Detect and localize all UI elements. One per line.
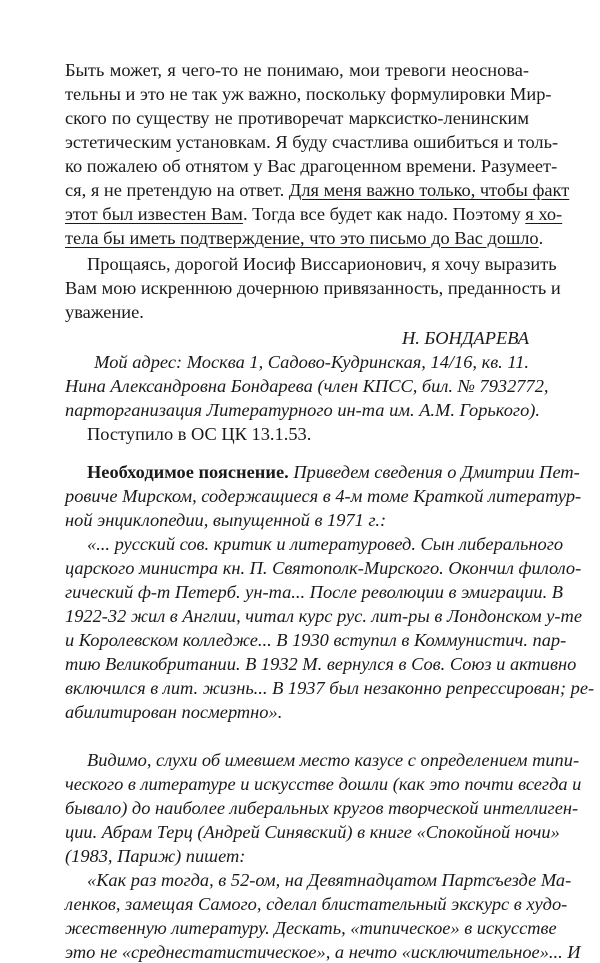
quote-line: это не «среднестатистическое», а нечто «исключительное»... И — [65, 942, 581, 962]
text-line: эстетическим установкам. Я буду счастлива ошибиться и толь- — [65, 132, 559, 152]
text-line: Быть может, я чего-то не понимаю, мои тревоги неоснова- — [65, 60, 529, 80]
quote-line: царского министра кн. П. Святополк-Мирского. Окончил филоло- — [65, 558, 582, 578]
quote-line: «Как раз тогда, в 52-ом, на Девятнадцатом Партсъезде Ма- — [87, 870, 572, 890]
section-heading: Необходимое пояснение. — [87, 462, 289, 482]
text-span: ся, я не претендую на ответ. — [65, 180, 285, 200]
text-line: Прощаясь, дорогой Иосиф Виссарионович, я хочу выразить — [87, 254, 557, 274]
quote-line: жественную литературу. Дескать, «типическое» в искусстве — [65, 918, 557, 938]
text-line: тельны и это не так уж важно, поскольку формулировки Мир- — [65, 84, 552, 104]
text-line: Видимо, слухи об имевшем место казусе с определением типи- — [87, 750, 580, 770]
quote-line: 1922-32 жил в Англии, читал курс рус. лит-ры в Лондонском у-те — [65, 606, 582, 626]
address-line: Мой адрес: Москва 1, Садово-Кудринская, 14/16, кв. 11. — [94, 352, 529, 372]
underlined-text: Для меня важно только, чтобы факт — [288, 180, 570, 200]
address-line: парторганизация Литературного ин-та им. А.М. Горького). — [65, 400, 540, 420]
text-line: ко пожалею об отнятом у Вас драгоценном времени. Разумеет- — [65, 156, 558, 176]
underlined-text: тела бы иметь подтверждение, что это письмо до Вас дошло — [65, 228, 539, 248]
signature: Н. БОНДАРЕВА — [401, 328, 529, 348]
text-line: ции. Абрам Терц (Андрей Синявский) в книге «Спокойной ночи» — [65, 822, 560, 842]
quote-line: и Королевском колледже... В 1930 вступил в Коммунистич. пар- — [65, 630, 567, 650]
text-line: ровиче Мирском, содержащиеся в 4-м томе Краткой литератур- — [65, 486, 582, 506]
underlined-text: этот был известен Вам — [65, 204, 243, 224]
text-line: ческого в литературе и искусстве дошли (как это почти всегда и — [65, 774, 582, 794]
text-span: Приведем сведения о Дмитрии Пет- — [293, 462, 580, 482]
quote-line: абилитирован посмертно». — [65, 702, 283, 722]
quote-line: тию Великобритании. В 1932 М. вернулся в Сов. Союз и активно — [65, 654, 577, 674]
text-line: (1983, Париж) пишет: — [65, 846, 246, 866]
text-line — [87, 462, 580, 483]
text-line: ского по существу не противоречат марксистко-ленинским — [65, 108, 529, 128]
text-line: бывало) до наиболее либеральных кругов творческой интеллиген- — [65, 798, 579, 818]
quote-line: включился в лит. жизнь... В 1937 был незаконно репрессирован; ре- — [65, 678, 595, 698]
text-line — [65, 180, 570, 201]
address-line: Нина Александровна Бондарева (член КПСС, бил. № 7932772, — [65, 376, 549, 396]
quote-line: ленков, замещая Самого, сделал блистательный экскурс в худо- — [65, 894, 568, 914]
text-line — [65, 228, 544, 249]
quote-line: гический ф-т Петерб. ун-та... После революции в эмиграции. В — [65, 582, 564, 602]
received-note: Поступило в ОС ЦК 13.1.53. — [87, 424, 312, 444]
text-span: . — [538, 228, 544, 248]
text-line: ной энциклопедии, выпущенной в 1971 г.: — [65, 510, 387, 530]
quote-line: «... русский сов. критик и литературовед. Сын либерального — [87, 534, 564, 554]
text-line: Вам мою искреннюю дочернюю привязанность, преданность и — [65, 278, 561, 298]
text-line: уважение. — [65, 302, 144, 322]
text-line — [65, 204, 563, 225]
text-span: . Тогда все будет как надо. Поэтому — [242, 204, 521, 224]
underlined-text: я хо- — [525, 204, 563, 224]
